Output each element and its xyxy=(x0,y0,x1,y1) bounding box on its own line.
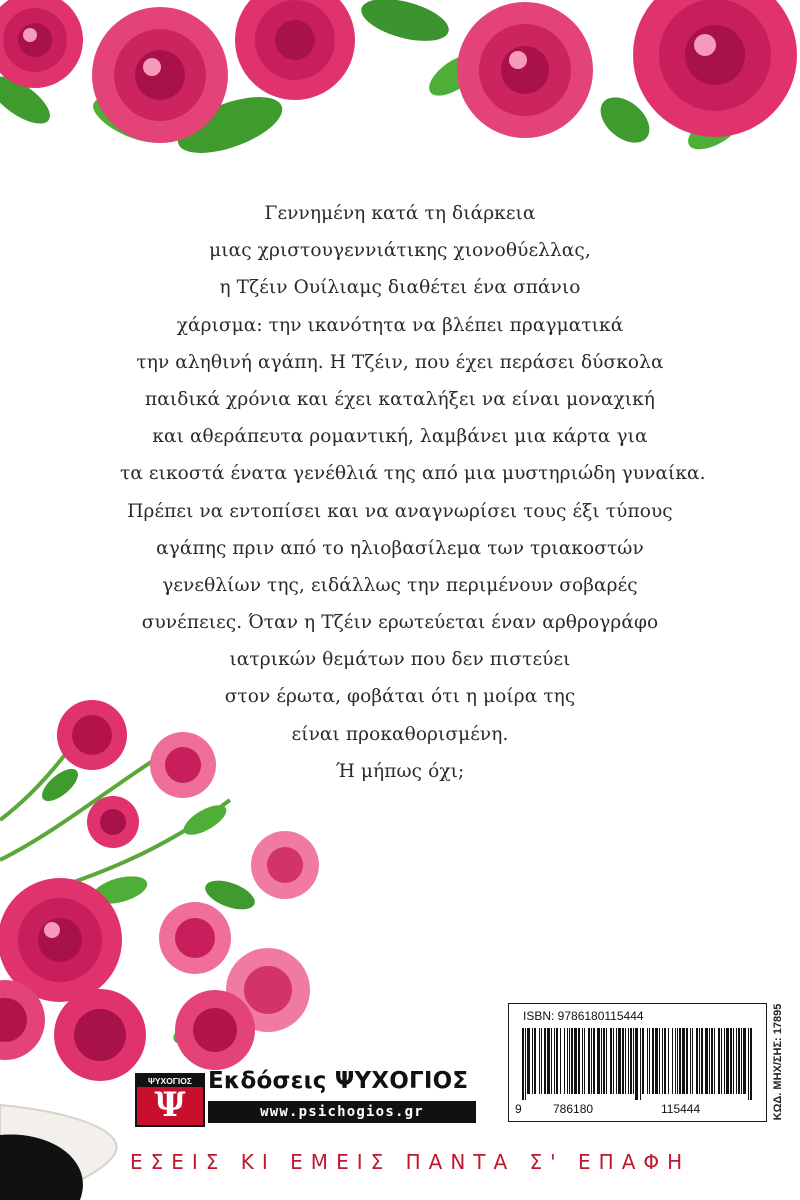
rose-left-5 xyxy=(159,902,231,974)
barcode-bar xyxy=(554,1028,555,1094)
barcode-bar xyxy=(532,1028,533,1094)
barcode-bar xyxy=(588,1028,590,1094)
blurb-line: μιας χριστουγεννιάτικης χιονοθύελλας, xyxy=(209,240,591,262)
rose-top-5 xyxy=(633,0,797,137)
barcode-bar xyxy=(584,1028,585,1094)
barcode-bars xyxy=(521,1028,754,1100)
blurb-line: και αθεράπευτα ρομαντική, λαμβάνει μια κάρτα για xyxy=(152,426,648,448)
isbn-barcode xyxy=(508,1003,767,1122)
blurb-line: παιδικά χρόνια και έχει καταλήξει να είναι μοναχική xyxy=(145,388,655,410)
rose-top-3 xyxy=(235,0,355,100)
barcode-bar xyxy=(664,1028,666,1094)
blurb-line: ιατρικών θεμάτων που δεν πιστεύει xyxy=(229,649,571,671)
barcode-bar xyxy=(613,1028,614,1094)
barcode-bar xyxy=(551,1028,552,1094)
barcode-bar xyxy=(647,1028,648,1094)
barcode-bar xyxy=(564,1028,565,1094)
barcode-bar xyxy=(642,1028,644,1094)
barcode-bar xyxy=(578,1028,580,1094)
barcode-bar xyxy=(672,1028,673,1094)
barcode-bar xyxy=(714,1028,715,1094)
product-code-text: ΚΩΔ. ΜΗΧ/ΣΗΣ: 17895 xyxy=(772,1003,784,1120)
book-blurb xyxy=(120,195,706,790)
blurb-line: Γεννημένη κατά τη διάρκεια xyxy=(264,203,536,224)
publisher-website: www.psichogios.gr xyxy=(208,1101,476,1123)
barcode-bar xyxy=(569,1028,570,1094)
barcode-bar xyxy=(682,1028,685,1094)
barcode-bar xyxy=(741,1028,742,1094)
barcode-bar xyxy=(616,1028,617,1094)
blurb-line: στον έρωτα, φοβάται ότι η μοίρα της xyxy=(224,686,576,708)
barcode-bar xyxy=(544,1028,546,1094)
barcode-bar xyxy=(701,1028,703,1094)
barcode-bar xyxy=(635,1028,638,1100)
publisher-name: Εκδόσεις ΨΥΧΟΓΙΟΣ xyxy=(208,1068,469,1094)
rose-left-1 xyxy=(57,700,127,770)
barcode-bar xyxy=(630,1028,632,1094)
rose-left-3 xyxy=(87,796,139,848)
barcode-bar xyxy=(709,1028,710,1094)
barcode-bar xyxy=(603,1028,605,1094)
barcode-bar xyxy=(721,1028,722,1094)
barcode-bar xyxy=(718,1028,720,1094)
blurb-line: είναι προκαθορισμένη. xyxy=(291,723,509,745)
barcode-digit-lead: 9 xyxy=(515,1102,522,1116)
barcode-bar xyxy=(633,1028,634,1094)
barcode-bar xyxy=(730,1028,732,1094)
barcode-digit-group-2: 115444 xyxy=(661,1102,701,1116)
barcode-bar xyxy=(733,1028,734,1094)
barcode-bar xyxy=(662,1028,663,1094)
barcode-bar xyxy=(652,1028,654,1094)
barcode-bar xyxy=(711,1028,713,1094)
barcode-bar xyxy=(686,1028,688,1094)
isbn-label: ISBN: 9786180115444 xyxy=(523,1009,644,1023)
barcode-bar xyxy=(560,1028,561,1094)
barcode-bar xyxy=(525,1028,526,1100)
barcode-bar xyxy=(696,1028,698,1094)
barcode-bar xyxy=(541,1028,542,1094)
heart-box xyxy=(0,1105,117,1200)
barcode-bar xyxy=(699,1028,700,1094)
blurb-line: γενεθλίων της, ειδάλλως την περιμένουν σοβαρές xyxy=(162,574,638,596)
barcode-bar xyxy=(625,1028,626,1094)
blurb-line: χάρισμα: την ικανότητα να βλέπει πραγματικά xyxy=(176,314,624,336)
barcode-bar xyxy=(591,1028,592,1094)
barcode-bar xyxy=(522,1028,524,1100)
barcode-bar xyxy=(736,1028,737,1094)
barcode-digit-group-1: 786180 xyxy=(553,1102,594,1116)
barcode-bar xyxy=(593,1028,595,1094)
barcode-bar xyxy=(743,1028,746,1094)
publisher-slogan: ΕΣΕΙΣ ΚΙ ΕΜΕΙΣ ΠΑΝΤΑ Σ' ΕΠΑΦΗ xyxy=(130,1150,691,1174)
barcode-bar xyxy=(679,1028,681,1094)
barcode-bar xyxy=(567,1028,568,1094)
blurb-line: Ή μήπως όχι; xyxy=(335,760,465,782)
publisher-logo-text: ΨΥΧΟΓΙΟΣ xyxy=(137,1075,203,1087)
barcode-bar xyxy=(574,1028,577,1094)
barcode-bar xyxy=(571,1028,573,1094)
barcode-bar xyxy=(668,1028,669,1094)
barcode-bar xyxy=(692,1028,693,1094)
blurb-line: συνέπειες. Όταν η Τζέιν ερωτεύεται έναν αρθρογράφο xyxy=(141,612,659,634)
barcode-bar xyxy=(726,1028,729,1094)
publisher-logo xyxy=(135,1073,205,1127)
barcode-bar xyxy=(556,1028,558,1094)
roses-top-border xyxy=(0,0,800,170)
barcode-bar xyxy=(748,1028,749,1100)
barcode-bar xyxy=(640,1028,641,1100)
psi-icon: Ψ xyxy=(154,1085,186,1125)
barcode-bar xyxy=(622,1028,624,1094)
product-code xyxy=(768,1003,788,1120)
blurb-line: τα εικοστά ένατα γενέθλιά της από μια μυστηριώδη γυναίκα. xyxy=(120,463,706,485)
barcode-bar xyxy=(659,1028,660,1094)
barcode-bar xyxy=(597,1028,600,1094)
rose-left-4 xyxy=(251,831,319,899)
barcode-bar xyxy=(649,1028,650,1094)
barcode-bar xyxy=(601,1028,602,1094)
barcode-bar xyxy=(606,1028,607,1094)
barcode-bar xyxy=(705,1028,708,1094)
rose-top-2 xyxy=(92,7,228,143)
barcode-bar xyxy=(675,1028,676,1094)
rose-top-4 xyxy=(457,2,593,138)
barcode-bar xyxy=(527,1028,530,1094)
barcode-bar xyxy=(750,1028,752,1100)
barcode-bar xyxy=(618,1028,621,1094)
blurb-line: Πρέπει να εντοπίσει και να αναγνωρίσει τους έξι τύπους xyxy=(127,500,673,522)
barcode-bar xyxy=(582,1028,583,1094)
barcode-bar xyxy=(547,1028,550,1094)
barcode-bar xyxy=(628,1028,629,1094)
barcode-bar xyxy=(610,1028,612,1094)
barcode-bar xyxy=(539,1028,540,1094)
blurb-line: αγάπης πριν από το ηλιοβασίλεμα των τριακοστών xyxy=(156,537,644,559)
barcode-bar xyxy=(655,1028,658,1094)
blurb-line: την αληθινή αγάπη. Η Τζέιν, που έχει περάσει δύσκολα xyxy=(136,351,664,373)
rose-left-8 xyxy=(175,990,255,1070)
rose-top-1 xyxy=(0,0,83,88)
barcode-bar xyxy=(724,1028,725,1094)
barcode-bar xyxy=(738,1028,740,1094)
barcode-bar xyxy=(534,1028,536,1094)
barcode-bar xyxy=(690,1028,691,1094)
blurb-line: η Τζέιν Ουίλιαμς διαθέτει ένα σπάνιο xyxy=(219,277,581,299)
rose-left-9 xyxy=(54,989,146,1081)
barcode-bar xyxy=(677,1028,678,1094)
